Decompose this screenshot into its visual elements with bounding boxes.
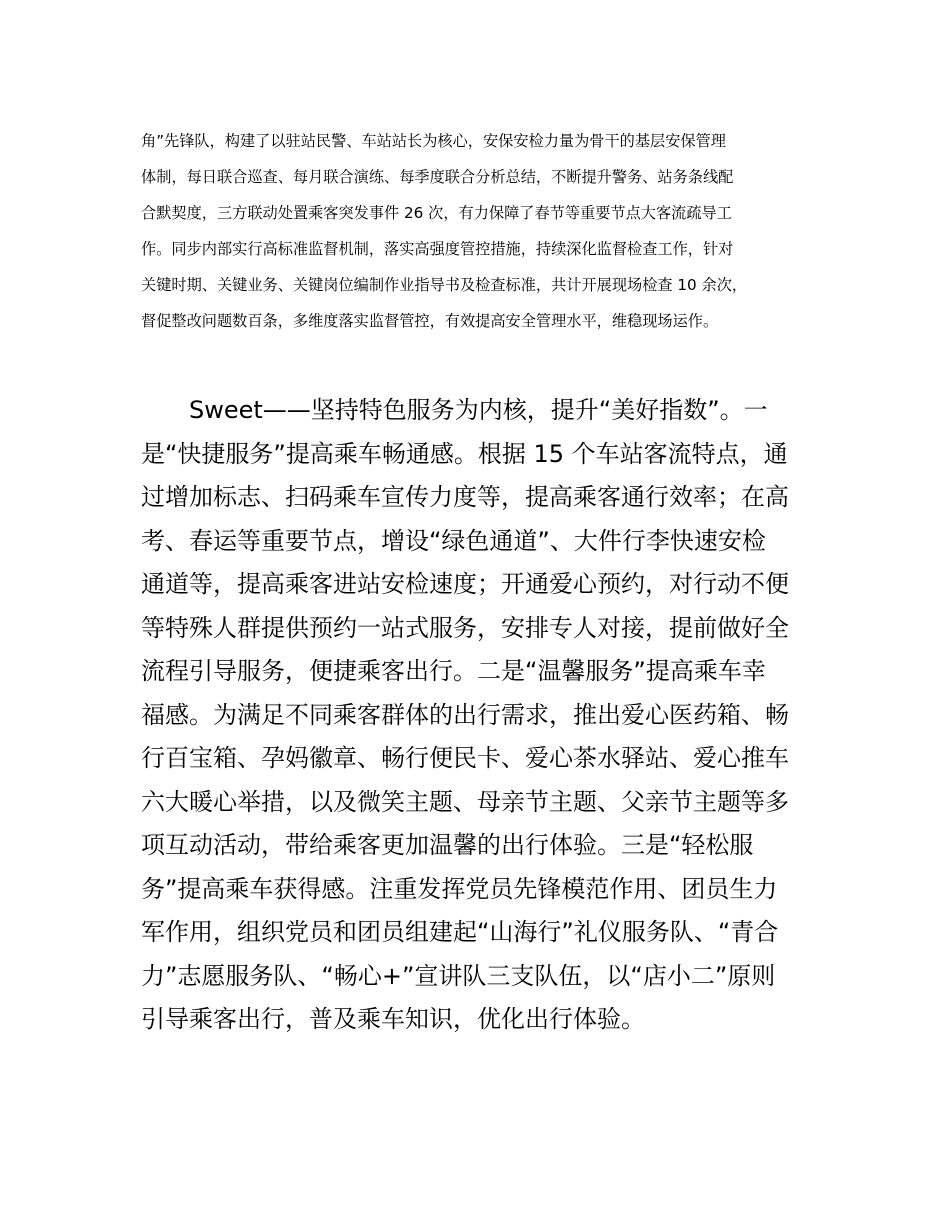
text-line: 等特殊人群提供预约一站式服务，安排专人对接，提前做好全 — [141, 613, 789, 642]
text-line: 务”提高乘车获得感。注重发挥党员先锋模范作用、团员生力 — [141, 874, 778, 903]
text-line: 督促整改问题数百条，多维度落实监督管控，有效提高安全管理水平，维稳现场运作。 — [141, 312, 719, 330]
text-line: Sweet——坚持特色服务为内核，提升“美好指数”。一 — [189, 396, 768, 424]
text-line: 关键时期、关键业务、关键岗位编制作业指导书及检查标准，共计开展现场检查 10 余次， — [141, 276, 748, 294]
text-line: 通道等，提高乘客进站安检速度；开通爱心预约，对行动不便 — [141, 570, 789, 598]
text-line: 合默契度，三方联动处置乘客突发事件 26 次，有力保障了春节等重要节点大客流疏导工 — [141, 204, 732, 222]
paragraph-security-management — [141, 126, 841, 342]
text-line: 是“快捷服务”提高乘车畅通感。根据 15 个车站客流特点，通 — [141, 439, 788, 468]
text-line: 引导乘客出行，普及乘车知识，优化出行体验。 — [141, 1005, 645, 1033]
text-line: 行百宝箱、孕妈徽章、畅行便民卡、爱心茶水驿站、爱心推车 — [141, 744, 789, 772]
paragraph-sweet-service — [141, 390, 821, 1043]
text-line: 作。同步内部实行高标准监督机制，落实高强度管控措施，持续深化监督检查工作，针对 — [141, 240, 734, 258]
text-line: 角”先锋队，构建了以驻站民警、车站站长为核心，安保安检力量为骨干的基层安保管理 — [141, 132, 726, 150]
text-line: 项互动活动，带给乘客更加温馨的出行体验。三是“轻松服 — [141, 831, 754, 859]
text-line: 军作用，组织党员和团员组建起“山海行”礼仪服务队、“青合 — [141, 918, 779, 946]
text-line: 体制，每日联合巡查、每月联合演练、每季度联合分析总结，不断提升警务、站务条线配 — [141, 168, 734, 186]
text-line: 福感。为满足不同乘客群体的出行需求，推出爱心医药箱、畅 — [141, 700, 789, 729]
text-line: 考、春运等重要节点，增设“绿色通道”、大件行李快速安检 — [141, 526, 766, 555]
text-line: 力”志愿服务队、“畅心+”宣讲队三支队伍，以“店小二”原则 — [141, 961, 776, 990]
text-line: 六大暖心举措，以及微笑主题、母亲节主题、父亲节主题等多 — [141, 787, 789, 816]
text-line: 过增加标志、扫码乘车宣传力度等，提高乘客通行效率；在高 — [141, 483, 789, 511]
text-line: 流程引导服务，便捷乘客出行。二是“温馨服务”提高乘车幸 — [141, 657, 766, 685]
